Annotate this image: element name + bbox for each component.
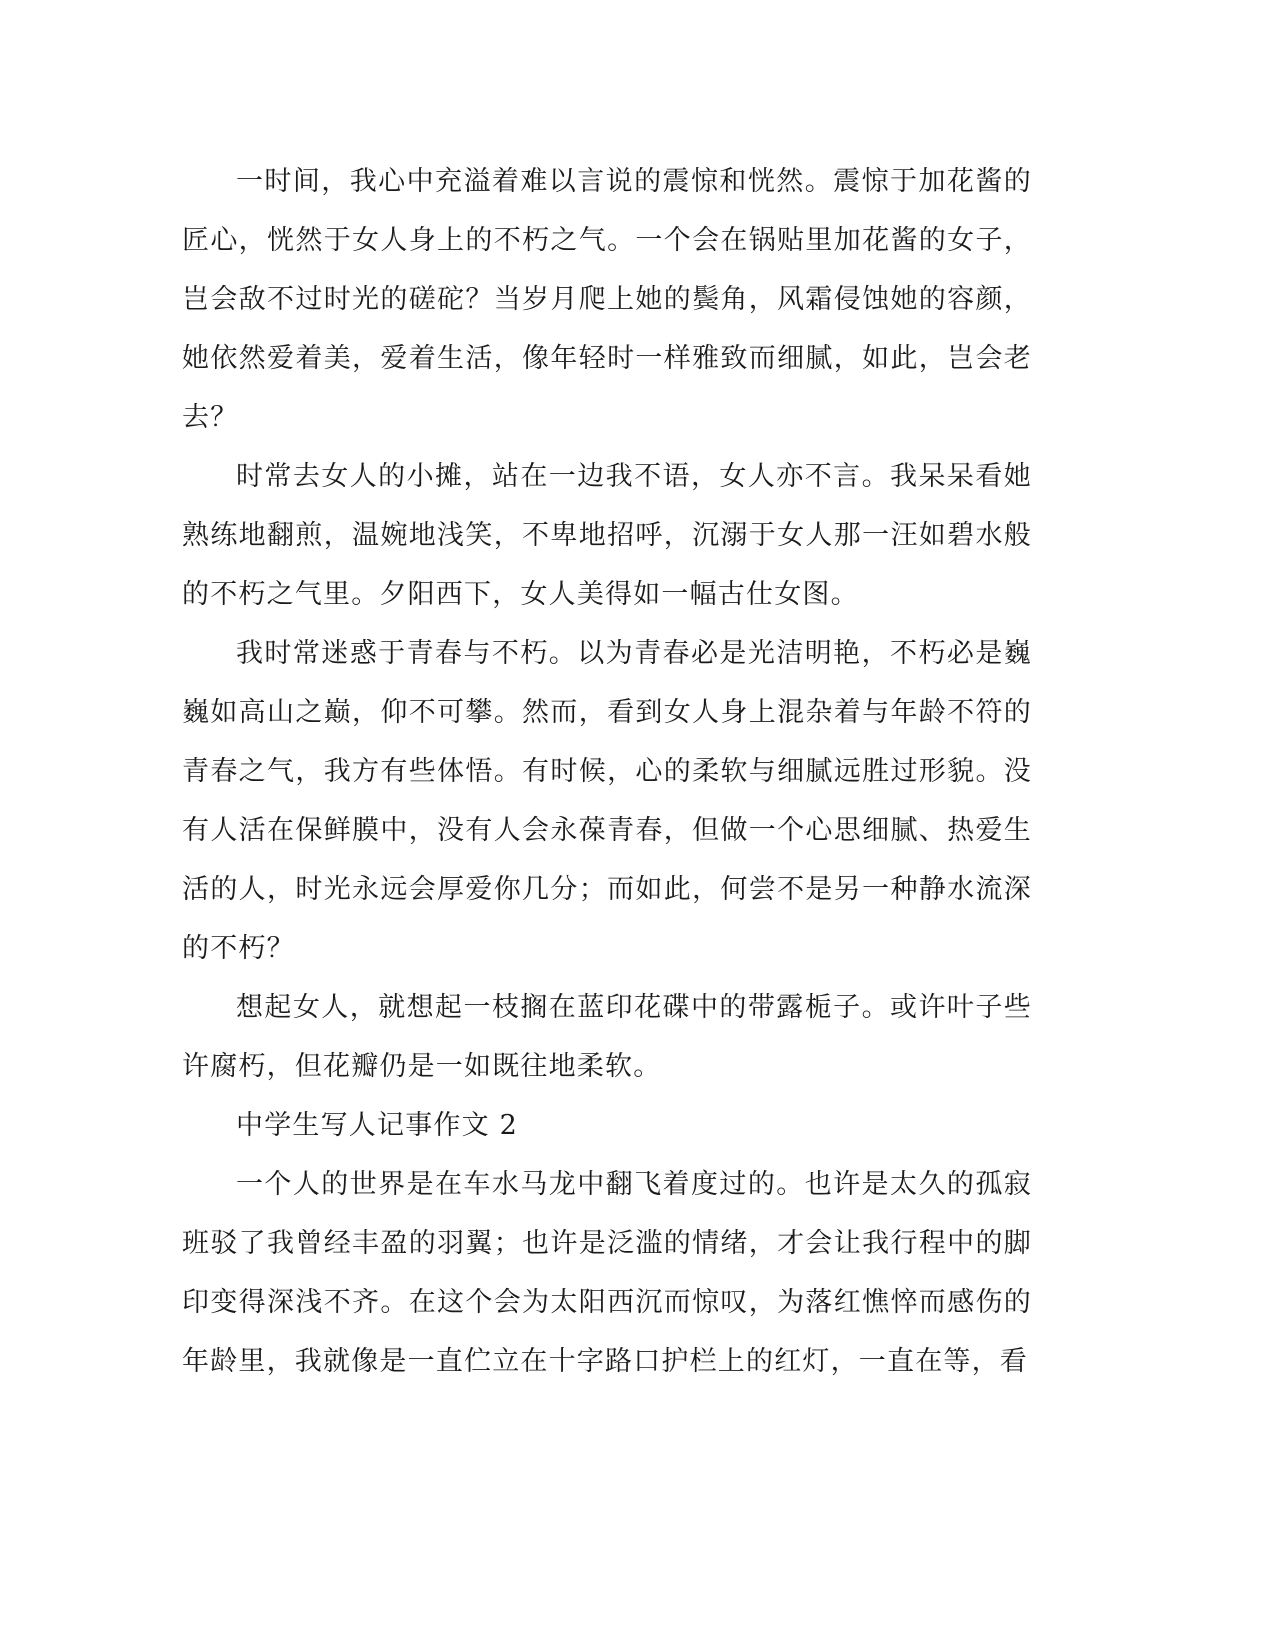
document-body — [182, 152, 1032, 1391]
section-paragraph: 一个人的世界是在车水马龙中翻飞着度过的。也许是太久的孤寂班驳了我曾经丰盈的羽翼；也许是泛滥的情绪，才会让我行程中的脚印变得深浅不齐。在这个会为太阳西沉而惊叹，为落红憔悴而感伤的年龄里，我就像是一直伫立在十字路口护栏上的红灯，一直在等，看 — [182, 1169, 1032, 1377]
paragraph-4: 想起女人，就想起一枝搁在蓝印花碟中的带露栀子。或许叶子些许腐朽，但花瓣仍是一如既往地柔软。 — [182, 992, 1032, 1082]
paragraph-3: 我时常迷惑于青春与不朽。以为青春必是光洁明艳，不朽必是巍巍如高山之巅，仰不可攀。然而，看到女人身上混杂着与年龄不符的青春之气，我方有些体悟。有时候，心的柔软与细腻远胜过形貌。没有人活在保鲜膜中，没有人会永葆青春，但做一个心思细腻、热爱生活的人，时光永远会厚爱你几分；而如此，何尝不是另一种静水流深的不朽？ — [182, 638, 1032, 964]
paragraph-1: 一时间，我心中充溢着难以言说的震惊和恍然。震惊于加花酱的匠心，恍然于女人身上的不朽之气。一个会在锅贴里加花酱的女子，岂会敌不过时光的磋砣？当岁月爬上她的鬓角，风霜侵蚀她的容颜，她依然爱着美，爱着生活，像年轻时一样雅致而细腻，如此，岂会老去？ — [182, 166, 1032, 433]
section-heading: 中学生写人记事作文 2 — [236, 1110, 518, 1141]
paragraph-2: 时常去女人的小摊，站在一边我不语，女人亦不言。我呆呆看她熟练地翻煎，温婉地浅笑，不卑地招呼，沉溺于女人那一汪如碧水般的不朽之气里。夕阳西下，女人美得如一幅古仕女图。 — [182, 461, 1032, 610]
